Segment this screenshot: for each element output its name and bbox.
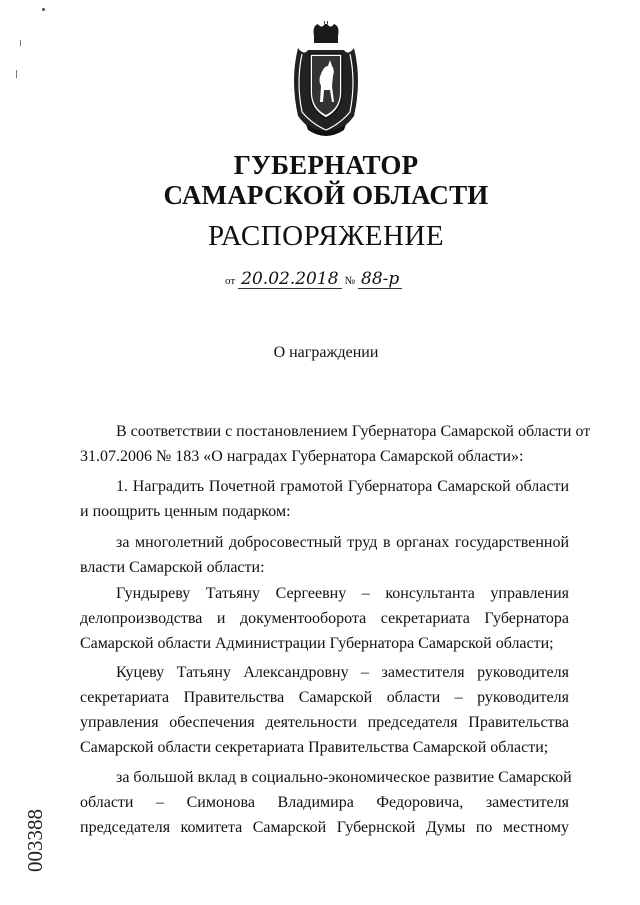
number-prefix: № — [344, 275, 356, 287]
awardee-line: Самарской области секретариата Правительства Самарской области; — [80, 739, 549, 756]
category-line: за большой вклад в социально-экономическое развитие Самарской — [116, 769, 572, 786]
item-line: 1. Наградить Почетной грамотой Губернатора Самарской области — [116, 478, 569, 495]
category-line: власти Самарской области: — [80, 559, 265, 576]
intro-line: В соответствии с постановлением Губернатора Самарской области от — [116, 423, 591, 440]
coat-of-arms-emblem — [288, 20, 364, 140]
issuer-title-line2: САМАРСКОЙ ОБЛАСТИ — [163, 180, 489, 210]
item-1-paragraph — [80, 474, 569, 524]
stamp-number-text: 003388 — [23, 809, 47, 872]
item-line: и поощрить ценным подарком: — [80, 503, 291, 520]
document-type: РАСПОРЯЖЕНИЕ — [207, 220, 445, 252]
date-prefix: от — [225, 275, 236, 287]
document-date: 20.02.2018 — [238, 270, 341, 289]
category-line: председателя комитета Самарской Губернской Думы по местному — [80, 819, 569, 836]
awardee-line: секретариата Правительства Самарской области – руководителя — [80, 689, 569, 706]
awardee-line: управления обеспечения деятельности председателя Правительства — [80, 714, 569, 731]
intro-paragraph — [80, 419, 591, 469]
awardee-line: Самарской области Администрации Губернатора Самарской области; — [80, 635, 554, 652]
document-number: 88-р — [358, 270, 402, 289]
category-1-paragraph — [80, 530, 569, 580]
awardee-2-paragraph — [80, 660, 569, 760]
category-2-paragraph — [80, 765, 572, 840]
scan-speck — [20, 40, 21, 46]
document-subject: О награждении — [273, 344, 379, 361]
category-line: за многолетний добросовестный труд в органах государственной — [116, 534, 569, 551]
scan-speck — [16, 70, 17, 78]
scan-speck — [42, 8, 45, 11]
category-line: области – Симонова Владимира Федоровича, заместителя — [80, 794, 569, 811]
date-number-line — [222, 270, 402, 289]
awardee-1-paragraph — [80, 581, 569, 656]
registration-stamp-number — [20, 780, 50, 880]
awardee-line: Куцеву Татьяну Александровну – заместителя руководителя — [116, 664, 569, 681]
awardee-line: Гундыреву Татьяну Сергеевну – консультанта управления — [116, 585, 569, 602]
awardee-line: делопроизводства и документооборота секретариата Губернатора — [80, 610, 569, 627]
intro-line: 31.07.2006 № 183 «О наградах Губернатора Самарской области»: — [80, 448, 524, 465]
issuer-title-line1: ГУБЕРНАТОР — [233, 150, 419, 180]
